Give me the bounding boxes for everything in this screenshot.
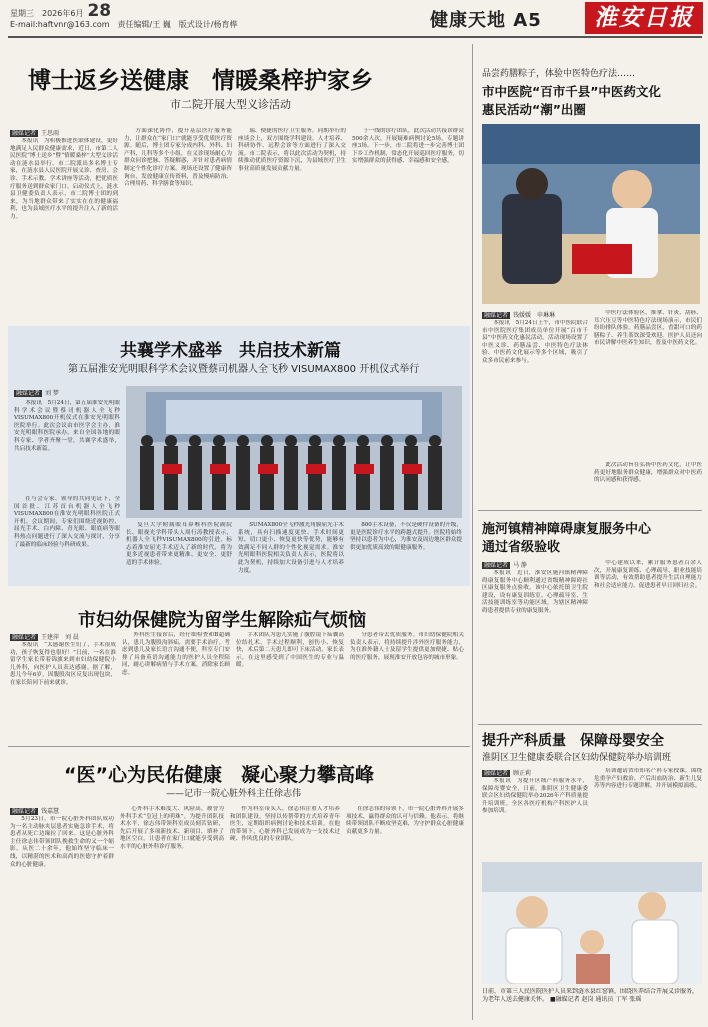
article6-col2: 中心建成以来，累计服务患者百余人次，开展康复训练、心理疏导、职业技能培训等活动，有效帮助患者提升生活自理能力和社会适应能力，促进患者早日回归社会。 bbox=[594, 560, 702, 589]
article5-col3: 此次活动旨在弘扬中医药文化，让中医药更好地服务群众健康，增强群众对中医药的认同感和获得感。 bbox=[594, 462, 702, 484]
article1-headline: 博士返乡送健康 情暖桑梓护家乡 bbox=[28, 68, 373, 94]
clinic-visit-photo-icon bbox=[482, 862, 702, 984]
article4-col1: 5月23日，市一院心脏外科团队成功为一名主动脉夹层患者实施急诊手术，将患者从死亡边缘拉了回来。这是心脏外科主任徐志伟带领团队挽救生命的又一个缩影。从医二十余年，他始终坚守临床一线，以精湛的医术和高尚的医德守护着群众的心脏健康。 bbox=[10, 816, 114, 868]
photo-caption-text: 日前，市第三人民医院医护人员来到涟水县红窑镇，围绕医养结合开展义诊服务，为老年人送去健康关怀。 bbox=[482, 988, 699, 1003]
article7-headline: 提升产科质量 保障母婴安全 bbox=[482, 733, 664, 749]
divider bbox=[8, 746, 470, 747]
article5-headline-2: 惠民活动“潮”出圈 bbox=[482, 102, 586, 117]
article1-subhead: 市二院开展大型义诊活动 bbox=[170, 98, 291, 111]
paper-logo: 淮安日报 bbox=[585, 2, 703, 34]
article2-headline: 共襄学术盛举 共启技术新篇 bbox=[120, 341, 341, 361]
article4-byline: 融媒记者 钱嘉慧 bbox=[12, 808, 60, 815]
tcm-clinic-photo-icon bbox=[482, 124, 700, 304]
article6-headline-1: 施河镇精神障碍康复服务中心 bbox=[482, 522, 652, 537]
photo-caption-credit: ■融媒记者 赵岗 通讯员 丁军 张瑶 bbox=[549, 996, 642, 1003]
article1-byline: 融媒记者 王思雨 bbox=[12, 130, 60, 137]
article3-col4: 分患者带去优质服务。市妇幼保健院相关负责人表示，将持续提升涉外医疗服务能力，为在淮外籍人士及留学生提供更加便捷、贴心的医疗服务，展现淮安开放包容的城市形象。 bbox=[350, 632, 464, 661]
article7-photo bbox=[482, 862, 702, 984]
article6-col1: 本报讯 近日，淮安区施河镇精神障碍康复服务中心顺利通过省级精神障碍社区康复服务点验收。该中心依托镇卫生院建设，设有康复训练室、心理疏导室、生活技能训练室等功能区域，为辖区精神障碍患者提供专业的康复服务。 bbox=[482, 570, 588, 614]
masthead-left bbox=[10, 1, 238, 30]
article3-byline: 融媒记者 王建萍 刘 晨 bbox=[12, 634, 79, 641]
article1-col4: 于一线的诊疗团队，此次活动共接诊群众500余人次，开展疑难病例讨论5场，专题讲座3场。下一步，市二院将进一步完善博士团下乡工作机制，常态化开展巡回医疗服务，切实增强群众的获得感、幸福感和安全感。 bbox=[352, 128, 464, 165]
article2-photo bbox=[126, 386, 462, 518]
article1-col1: 本报讯 为积极推进医联体建设，更好地满足人民群众健康需求，近日，市第二人民医院“博士送乡”暨“情暖桑梓”大型义诊活动在涟水县举行。市二院派出多名博士专家，在涟水县人民医院开展义诊、查房、会诊、手术示教、学术讲座等活动，把优质医疗服务送到群众家门口。启动仪式上，涟水县卫健委负责人表示，市二院博士团的到来，为当地群众带来了实实在在的健康福利，也为县域医疗水平的提升注入了新的活力。 bbox=[10, 138, 118, 220]
article3-col2: 外科医生接诊后，经仔细检查和B超确认，患儿为腹股沟斜疝，需要手术治疗。考虑到患儿及家长语言沟通不便，科室专门安排了具备英语沟通能力的医护人员全程陪同，耐心讲解病情与手术方案，消除家长顾虑。 bbox=[122, 632, 230, 676]
article4-col4: 在徐志伟的带领下，市一院心脏外科开展多项技术，赢得群众的认可与信赖。他表示，将继续带领团队不断攻坚克难，为守护群众心脏健康贡献更多力量。 bbox=[346, 806, 464, 835]
article2-col2: 复旦大学附属眼耳鼻喉科医院副院长、眼视光学科带头人周行涛教授表示，机器人全飞秒VISUMAX800的引进，标志着淮安屈光手术迈入了新的时代，将为更多近视患者带来更精准、更安全、更舒适的手术体验。 bbox=[126, 522, 232, 566]
article2-col4: 800手术设备，不仅是硬件设备的升级，更是医院诊疗水平的跨越式提升。医院将始终坚持以患者为中心，为淮安及周边地区群众提供更加优质高效的眼健康服务。 bbox=[350, 522, 462, 551]
column-separator bbox=[472, 44, 473, 1020]
issue-date: 星期三 2026年6月 bbox=[10, 9, 84, 18]
article3-col1: 本报讯 “太感谢医生们了，手术很成功，孩子恢复得也很好！”日前，一名在淮留学生家长带着锦旗来到市妇幼保健院小儿外科，向医护人员表达感谢。据了解，患儿今年6岁，因腹股沟区反复出现包块，在家长陪同下前来就诊。 bbox=[10, 642, 116, 686]
article1-col2: 方面深化协作，提升基层医疗服务能力，让群众在“家门口”就能享受优质医疗资源。随后，博士团专家分成内科、外科、妇产科、儿科等多个小组，在义诊现场耐心为群众问诊把脉、答疑解惑，并针对患者病情制定个性化诊疗方案。现场还设置了健康咨询台，发放健康宣传资料，普及慢病防治、合理用药、科学膳食等知识。 bbox=[124, 128, 232, 188]
article4-col2: 心外科手术难度大、风险高，被誉为外科手术“皇冠上的明珠”。为提升团队技术水平，徐志伟带领科室成员刻苦钻研，先后开展了多项新技术、新项目，填补了地区空白，让患者在家门口就能享受到高水平的心脏外科诊疗服务。 bbox=[120, 806, 224, 850]
article5-kicker: 品尝药膳粽子，体验中医特色疗法…… bbox=[482, 69, 636, 79]
article5-byline: 融媒记者 钱媛媛 申琳琳 bbox=[484, 312, 556, 319]
article2-col1b: 在与会专家、领导的共同见证下，全国首批、江苏首台机器人全飞秒VISUMAX800在淮安光明眼科医院正式开机。会议期间，专家们围绕近视防控、屈光手术、白内障、青光眼、眼底病等眼科热点问题进行了深入交流与探讨，分享了最新的临床经验与科研成果。 bbox=[14, 496, 120, 548]
email-line: E-mail:haftvnr@163.com 责任编辑/王 巍 版式设计/杨育桦 bbox=[10, 20, 238, 29]
article7-caption bbox=[482, 988, 702, 1018]
article6-headline-2: 通过省级验收 bbox=[482, 540, 561, 555]
article7-col1: 本报讯 为提升区域产科服务水平，保障母婴安全，日前，淮阴区卫生健康委联合区妇幼保健院举办2026年产科质量提升培训班。全区各医疗机构产科医护人员参加培训。 bbox=[482, 778, 588, 815]
article7-byline: 融媒记者 顾正莉 bbox=[484, 770, 532, 777]
article3-headline: 市妇幼保健院为留学生解除疝气烦恼 bbox=[78, 610, 366, 631]
article2-col3: SUMAX800全飞秒激光角膜屈光手术系统，具有扫描速度更快、手术时间更短、切口更小、恢复更快等优势，能够有效满足不同人群的个性化视觉需求。淮安光明眼科医院相关负责人表示，医院将以此为契机，持续加大设备引进与人才培养力度。 bbox=[238, 522, 344, 574]
section-title: 健康天地 A5 bbox=[430, 10, 542, 31]
article3-col3: 手术团队为患儿实施了腹腔镜下疝囊高位结扎术，手术过程顺利，创伤小、恢复快，术后第二天患儿即可下床活动。家长表示，在这里感受到了中国医生的专业与温暖。 bbox=[236, 632, 344, 669]
article4-subhead: ——记市一院心脏外科主任徐志伟 bbox=[166, 789, 302, 799]
article4-headline: “医”心为民佑健康 凝心聚力攀高峰 bbox=[64, 764, 374, 786]
article2-col1a: 本报讯 5月24日，第五届淮安光明眼科学术会议暨蔡司机器人全飞秒VISUMAX800开机仪式在淮安光明眼科医院举行。此次会议由市医学会主办，淮安光明眼科医院承办，来自全国各地的眼科专家、学者齐聚一堂，共襄学术盛举，共启技术新篇。 bbox=[14, 400, 120, 452]
article5-col2: 中医疗法体验区，推拿、针灸、刮痧、耳穴压豆等中医特色疗法现场演示，市民们纷纷排队体验。药膳品尝区，香甜可口的药膳粽子、养生茶饮深受欢迎。医护人员还向市民讲解中医养生知识，普及中医药文化。 bbox=[594, 310, 702, 347]
divider bbox=[478, 510, 702, 511]
article2-byline: 融媒记者 刘 梦 bbox=[16, 390, 59, 397]
article2-subhead: 第五届淮安光明眼科学术会议暨蔡司机器人全飞秒 VISUMAX800 开机仪式举行 bbox=[68, 364, 420, 375]
article7-subhead: 淮阴区卫生健康委联合区妇幼保健院举办培训班 bbox=[482, 753, 672, 763]
article5-headline-1: 市中医院“百市千县”中医药文化 bbox=[482, 84, 661, 99]
page-number: 28 bbox=[87, 1, 112, 21]
article6-byline: 融媒记者 马 静 bbox=[484, 562, 527, 569]
ceremony-photo-icon bbox=[126, 386, 462, 518]
article4-col3: 作为科室带头人，徐志伟注重人才培养和团队建设，坚持以传帮带的方式培养青年医生，定期组织病例讨论和技术培训。在他的带领下，心脏外科已发展成为一支技术过硬、作风优良的专业团队。 bbox=[230, 806, 340, 843]
article5-photo bbox=[482, 124, 700, 304]
divider bbox=[478, 724, 702, 725]
article5-col1: 本报讯 5月24日上午，市中医院联合市中医院医疗集团成员单位开展“百市千县”中医药文化惠民活动。活动现场设置了中医义诊、药膳品尝、中医特色疗法体验、中医药文化展示等多个区域，吸引了众多市民前来参与。 bbox=[482, 320, 588, 364]
header-rule bbox=[8, 36, 702, 38]
article1-col3: 瑞、便捷的医疗卫生服务。同期举行的座谈会上，双方围绕学科建设、人才培养、科研协作、远程会诊等方面进行了深入交流。市二院表示，将以此次活动为契机，持续推动优质医疗资源下沉，为县域医疗卫生事业高质量发展贡献力量。 bbox=[238, 128, 346, 172]
article7-col2: 培训邀请省市知名产科专家授课，围绕危重孕产妇救治、产后出血防治、新生儿复苏等内容进行专题讲解，并开展模拟演练。 bbox=[594, 768, 702, 790]
